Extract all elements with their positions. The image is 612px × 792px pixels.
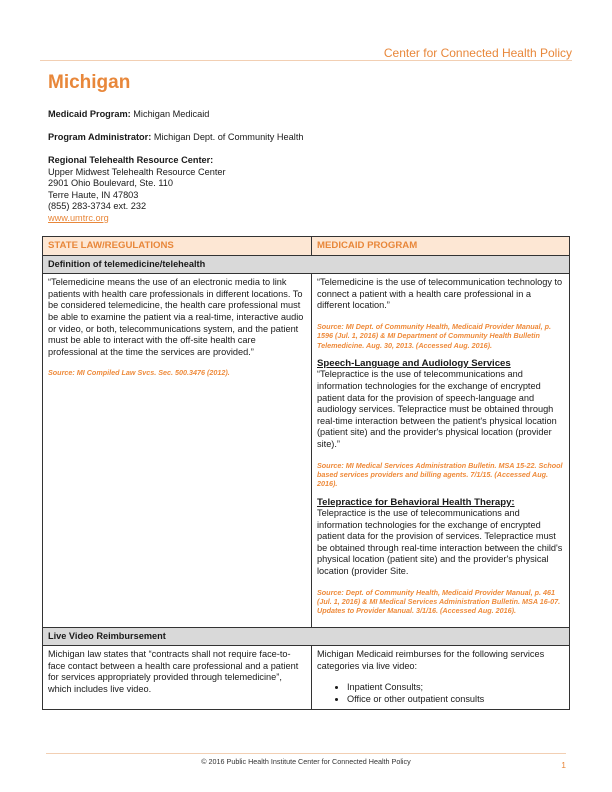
page-title: Michigan xyxy=(48,72,131,93)
medicaid-program-label: Medicaid Program: xyxy=(48,109,131,119)
list-item: • Inpatient Consults; xyxy=(347,682,564,694)
footer-copyright: © 2016 Public Health Institute Center for Connected Health Policy xyxy=(201,757,411,766)
reimbursement-list xyxy=(317,682,564,705)
footer-divider xyxy=(46,753,566,754)
subsection-source-behavioral-health: Source: Dept. of Community Health, Medicaid Provider Manual, p. 461 (Jul. 1, 2016) & MI Medical Services Administration Bulletin. MSA 16-07. Updates to Provider Manual. 3/1/16. (Accessed Aug. 2016). xyxy=(317,587,561,616)
rtrc-phone: (855) 283-3734 ext. 232 xyxy=(48,201,147,211)
header-divider xyxy=(40,60,572,61)
rtrc-block xyxy=(48,155,226,224)
rtrc-website-link[interactable]: www.umtrc.org xyxy=(48,212,109,223)
table-row xyxy=(43,274,570,627)
subsection-source-speech-language: Source: MI Medical Services Administration Bulletin. MSA 15-22. School based services providers and billing agents. 7/1/15. (Accessed Aug. 2016). xyxy=(317,460,563,489)
section-title-live-video: Live Video Reimbursement xyxy=(43,627,570,646)
table-row xyxy=(43,646,570,709)
column-header-state-law: STATE LAW/REGULATIONS xyxy=(43,237,312,256)
medicaid-text: Michigan Medicaid reimburses for the following services categories via live video: xyxy=(317,649,545,671)
state-law-cell xyxy=(43,274,312,627)
policy-table xyxy=(42,236,570,710)
program-administrator-value: Michigan Dept. of Community Health xyxy=(153,132,304,142)
section-title-definition: Definition of telemedicine/telehealth xyxy=(43,255,570,274)
rtrc-name: Upper Midwest Telehealth Resource Center xyxy=(48,166,226,177)
medicaid-text: “Telemedicine is the use of telecommunication technology to connect a patient with a health care professional in a different location.” xyxy=(317,277,563,311)
rtrc-label: Regional Telehealth Resource Center: xyxy=(48,155,214,165)
subsection-text-speech-language: “Telepractice is the use of telecommunications and information technologies for the exchange of encrypted patient data for the provision of speech-language and audiology services. Telepractice must be obtained through real-time interaction between the patient's physical location (patient site) and the provider's physical location (provider site).” xyxy=(317,369,557,450)
rtrc-address-line-1: 2901 Ohio Boulevard, Ste. 110 xyxy=(48,178,173,188)
medicaid-program-value: Michigan Medicaid xyxy=(133,109,210,119)
state-law-cell xyxy=(43,646,312,709)
section-header-row xyxy=(43,627,570,646)
state-law-source: Source: MI Compiled Law Svcs. Sec. 500.3476 (2012). xyxy=(48,368,230,378)
rtrc-address-line-2: Terre Haute, IN 47803 xyxy=(48,189,139,200)
subsection-heading-behavioral-health: Telepractice for Behavioral Health Therapy: xyxy=(317,496,515,508)
program-administrator-label: Program Administrator: xyxy=(48,132,152,142)
medicaid-cell xyxy=(312,646,570,709)
section-header-row xyxy=(43,255,570,274)
list-item: • Office or other outpatient consults xyxy=(347,694,564,706)
header-organization: Center for Connected Health Policy xyxy=(383,46,572,60)
medicaid-cell xyxy=(312,274,570,627)
medicaid-source: Source: MI Dept. of Community Health, Medicaid Provider Manual, p. 1596 (Jul. 1, 2016) & MI Department of Community Health Bulletin Telemedicine. Aug. 30, 2013. (Accessed Aug. 2016). xyxy=(317,321,552,350)
medicaid-program-line xyxy=(48,109,209,121)
column-header-medicaid: MEDICAID PROGRAM xyxy=(312,237,570,256)
column-header-row xyxy=(43,237,570,256)
subsection-text-behavioral-health: Telepractice is the use of telecommunications and information technologies for the exchange of encrypted patient data for the provision of services. Telepractice must be obtained through real-time interaction between the child's physical location (patient site) and the provider's physical location (provider Site. xyxy=(317,508,563,577)
program-administrator-line xyxy=(48,132,303,144)
state-law-text: “Telemedicine means the use of an electronic media to link patients with health care professionals in different locations. To be considered telemedicine, the health care professional must be able to examine the patient via a real-time, interactive audio or video, or both, telecommunications system, and the patient must be able to interact with the off-site health care professional at the time the services are provided.” xyxy=(48,277,304,357)
subsection-heading-speech-language: Speech-Language and Audiology Services xyxy=(317,357,511,369)
page-number: 1 xyxy=(561,760,566,770)
state-law-text: Michigan law states that “contracts shall not require face-to-face contact between a health care professional and a patient for services appropriately provided through telemedicine”, which includes live video. xyxy=(48,649,299,694)
